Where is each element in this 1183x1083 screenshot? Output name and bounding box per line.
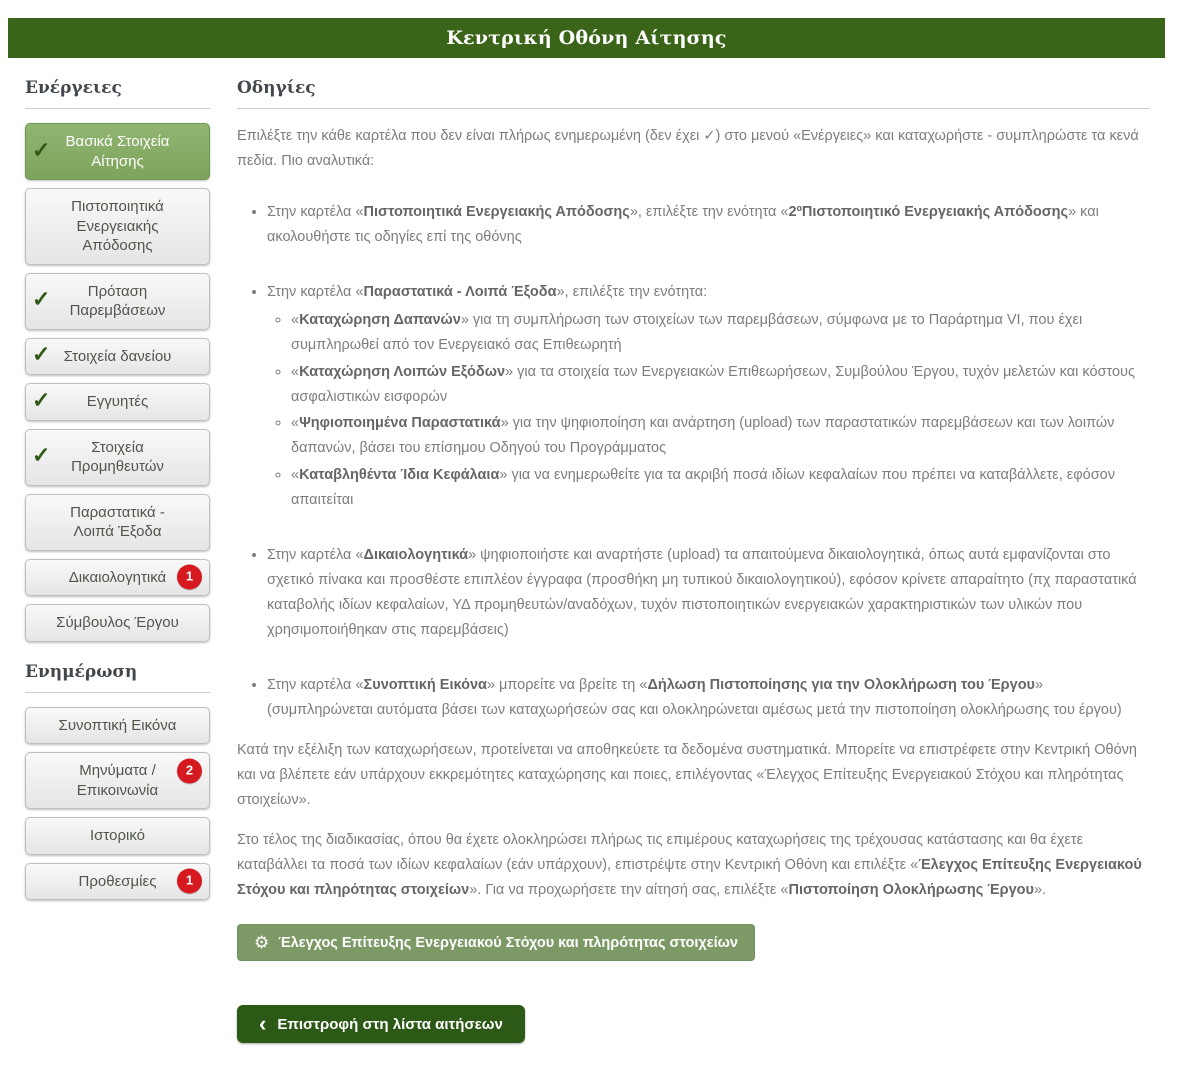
sidebar-item-label: Μηνύματα / Επικοινωνία bbox=[76, 762, 159, 799]
progress-paragraph: Κατά την εξέλιξη των καταχωρήσεων, προτείνεται να αποθηκεύετε τα δεδομένα συστηματικά. Μπορείτε να επιστρέφετε στην Κεντρική Οθόνη και να βλέπετε εάν υπάρχουν εκκρεμότητες καταχώρησης και ποιες, επιλέγοντας «Έλεγχος Επίτευξης Ενεργειακού Στόχου και πληρότητας στοιχείων». bbox=[237, 741, 1137, 808]
notification-badge: 1 bbox=[177, 565, 202, 590]
sidebar-item-receipts-other-expenses[interactable] bbox=[25, 494, 210, 551]
check-icon: ✓ bbox=[32, 137, 51, 163]
sidebar-item-label: Προθεσμίες bbox=[78, 872, 157, 890]
back-to-applications-label: Επιστροφή στη λίστα αιτήσεων bbox=[277, 1015, 503, 1033]
sidebar-item-guarantors[interactable] bbox=[25, 383, 210, 421]
sidebar-item-supporting-documents[interactable] bbox=[25, 559, 210, 597]
sidebar-heading-updates: Ενημέρωση bbox=[25, 662, 210, 693]
sidebar-item-label: Εγγυητές bbox=[86, 393, 149, 410]
gear-icon: ⚙ bbox=[254, 933, 270, 953]
main-content bbox=[237, 58, 1150, 1043]
sidebar-item-loan-details[interactable] bbox=[25, 338, 210, 376]
sidebar-item-label: Πρόταση Παρεμβάσεων bbox=[69, 282, 166, 319]
instruction-subitem: ◦ «Καταβληθέντα Ίδια Κεφάλαια» για να ενημερωθείτε για τα ακριβή ποσά ιδίων κεφαλαίων που πρέπει να καταβάλλετε, εφόσον απαιτείται bbox=[291, 463, 1150, 513]
sidebar-item-project-consultant[interactable] bbox=[25, 604, 210, 642]
back-to-applications-button[interactable] bbox=[237, 1005, 525, 1043]
sidebar-item-label: Παραστατικά - Λοιπά Έξοδα bbox=[70, 503, 165, 540]
sidebar-item-basic-application-info[interactable] bbox=[25, 123, 210, 180]
actions-button-list bbox=[25, 123, 210, 642]
energy-target-check-label: Έλεγχος Επίτευξης Ενεργειακού Στόχου και πληρότητας στοιχείων bbox=[278, 934, 738, 951]
sidebar-item-deadlines[interactable] bbox=[25, 863, 210, 901]
sidebar-item-history[interactable] bbox=[25, 817, 210, 855]
back-row bbox=[237, 1005, 1150, 1043]
instruction-sublist bbox=[267, 308, 1150, 514]
sidebar-item-label: Στοιχεία δανείου bbox=[63, 347, 172, 365]
sidebar-item-label: Πιστοποιητικά Ενεργειακής Απόδοσης bbox=[71, 198, 164, 254]
sidebar-item-label: Σύμβουλος Έργου bbox=[56, 614, 179, 631]
intro-paragraph: Επιλέξτε την κάθε καρτέλα που δεν είναι πλήρως ενημερωμένη (δεν έχει ✓) στο μενού «Ενέργειες» και καταχωρήστε - συμπληρώστε τα κενά πεδία. Πιο αναλυτικά: bbox=[237, 128, 1139, 169]
page-title-bar bbox=[8, 18, 1165, 58]
layout bbox=[0, 58, 1183, 1083]
instruction-item: • Στην καρτέλα «Παραστατικά - Λοιπά Έξοδα», επιλέξτε την ενότητα: ◦ «Καταχώρηση Δαπανών» για τη συμπλήρωση των στοιχείων των παρεμβάσεων, σύμφωνα με το Παράρτημα VI, που έχει συμπληρωθεί από τον Ενεργειακό σας Επιθεωρητή ◦ «Καταχώρηση Λοιπών Εξόδων» για τα στοιχεία των Ενεργειακών Επιθεωρήσεων, Συμβούλου Έργου, τυχόν μελετών και κόστους ασφαλιστικών εισφορών ◦ «Ψηφιοποιημένα Παραστατικά» για την ψηφιοποίηση και ανάρτηση (upload) των παραστατικών παρεμβάσεων και των λοιπών δαπανών, βάσει του επίσημου Οδηγού του Προγράμματος ◦ «Καταβληθέντα Ίδια Κεφάλαια» για να ενημερωθείτε για τα ακριβή ποσά ιδίων κεφαλαίων που πρέπει να καταβάλλετε, εφόσον απαιτείται bbox=[267, 280, 1150, 513]
sidebar-item-label: Βασικά Στοιχεία Αίτησης bbox=[65, 133, 170, 170]
sidebar-item-energy-performance-certificates[interactable] bbox=[25, 188, 210, 265]
instructions-heading: Οδηγίες bbox=[237, 78, 1150, 109]
sidebar bbox=[25, 58, 210, 1043]
updates-button-list bbox=[25, 707, 210, 901]
instruction-item: • Στην καρτέλα «Δικαιολογητικά» ψηφιοποιήστε και αναρτήστε (upload) τα απαιτούμενα δικαιολογητικά, όπως αυτά εμφανίζονται στο σχετικό πίνακα και προσθέστε επιπλέον έγγραφα (προσθήκη μη τυπικού δικαιολογητικού), εφόσον κρίνετε απαραίτητο (πχ παραστατικά καταβολής ιδίων κεφαλαίων, ΥΔ προμηθευτών/αναδόχων, τυχόν πιστοποιητικών ενεργειακών χαρακτηριστικών των υλικών που χρησιμοποιήθηκαν στις παρεμβάσεις) bbox=[267, 543, 1150, 643]
instruction-item: • Στην καρτέλα «Πιστοποιητικά Ενεργειακής Απόδοσης», επιλέξτε την ενότητα «2ºΠιστοποιητικό Ενεργειακής Απόδοσης» και ακολουθήστε τις οδηγίες επί της οθόνης bbox=[267, 200, 1150, 250]
instructions-list bbox=[237, 200, 1150, 723]
completion-paragraph: Στο τέλος της διαδικασίας, όπου θα έχετε ολοκληρώσει πλήρως τις επιμέρους καταχωρήσεις της τρέχουσας κατάστασης και θα έχετε καταβάλλει τα ποσά των ιδίων κεφαλαίων (εάν υπάρχουν), επιστρέψτε στην Κεντρική Οθόνη και επιλέξτε «Έλεγχος Επίτευξης Ενεργειακού Στόχου και πληρότητας στοιχείων». Για να προχωρήσετε την αίτησή σας, επιλέξτε «Πιστοποίηση Ολοκλήρωσης Έργου». bbox=[237, 831, 1142, 898]
instruction-subitem: ◦ «Καταχώρηση Λοιπών Εξόδων» για τα στοιχεία των Ενεργειακών Επιθεωρήσεων, Συμβούλου Έργου, τυχόν μελετών και κόστους ασφαλιστικών εισφορών bbox=[291, 360, 1150, 410]
instruction-item: • Στην καρτέλα «Συνοπτική Εικόνα» μπορείτε να βρείτε τη «Δήλωση Πιστοποίησης για την Ολοκλήρωση του Έργου» (συμπληρώνεται αυτόματα βάσει των καταχωρήσεών σας και ολοκληρώνεται αμέσως μετά την πιστοποίηση ολοκλήρωσης του έργου) bbox=[267, 673, 1150, 723]
sidebar-item-label: Δικαιολογητικά bbox=[68, 568, 167, 586]
notification-badge: 1 bbox=[177, 869, 202, 894]
sidebar-item-messages-communication[interactable] bbox=[25, 752, 210, 809]
notification-badge: 2 bbox=[177, 759, 202, 784]
sidebar-item-label: Ιστορικό bbox=[89, 827, 145, 844]
sidebar-item-suppliers-details[interactable] bbox=[25, 429, 210, 486]
instruction-subitem: ◦ «Ψηφιοποιημένα Παραστατικά» για την ψηφιοποίηση και ανάρτηση (upload) των παραστατικών παρεμβάσεων και των λοιπών δαπανών, βάσει του επίσημου Οδηγού του Προγράμματος bbox=[291, 411, 1150, 461]
energy-target-check-button[interactable] bbox=[237, 924, 755, 961]
check-icon: ✓ bbox=[32, 387, 51, 413]
check-icon: ✓ bbox=[32, 286, 51, 312]
sidebar-item-summary-view[interactable] bbox=[25, 707, 210, 745]
sidebar-item-label: Στοιχεία Προμηθευτών bbox=[71, 438, 164, 475]
chevron-left-icon: ‹ bbox=[259, 1011, 267, 1037]
check-icon: ✓ bbox=[32, 341, 51, 367]
instruction-subitem: ◦ «Καταχώρηση Δαπανών» για τη συμπλήρωση των στοιχείων των παρεμβάσεων, σύμφωνα με το Παράρτημα VI, που έχει συμπληρωθεί από τον Ενεργειακό σας Επιθεωρητή bbox=[291, 308, 1150, 358]
sidebar-heading-actions: Ενέργειες bbox=[25, 78, 210, 109]
sidebar-item-interventions-proposal[interactable] bbox=[25, 273, 210, 330]
page-title: Κεντρική Οθόνη Αίτησης bbox=[446, 27, 727, 49]
check-icon: ✓ bbox=[32, 442, 51, 468]
sidebar-item-label: Συνοπτική Εικόνα bbox=[58, 716, 177, 734]
